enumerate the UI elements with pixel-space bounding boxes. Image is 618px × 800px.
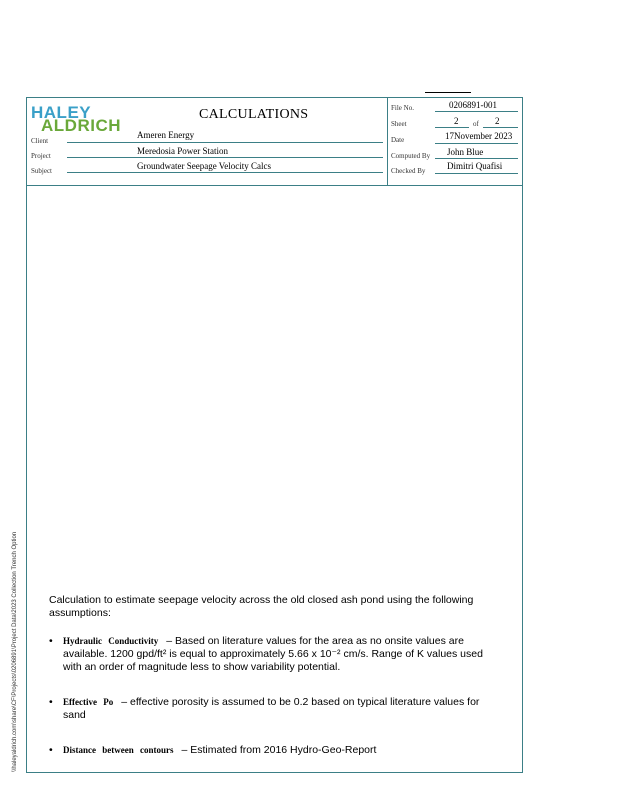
computed-by-value: John Blue [447,147,484,157]
checked-by-underline [435,173,518,174]
sheet-underline [435,127,469,128]
bullet-dot: • [49,744,53,756]
sheet-value: 2 [454,116,459,126]
assumption-text: – Estimated from 2016 Hydro-Geo-Report [181,744,377,756]
sheet-total-underline [483,127,518,128]
project-underline [67,157,383,158]
date-underline [435,143,518,144]
assumption-item [49,696,489,722]
date-label: Date [391,136,405,144]
bullet-dot: • [49,635,53,647]
computed-by-underline [435,158,518,159]
date-value: 17November 2023 [445,131,513,141]
sheet-label: Sheet [391,120,407,128]
computed-by-label: Computed By [391,152,431,160]
checked-by-label: Checked By [391,167,426,175]
assumption-term: Effective Po [63,697,114,707]
project-value: Meredosia Power Station [137,146,228,156]
page-title: CALCULATIONS [199,107,309,122]
subject-value: Groundwater Seepage Velocity Calcs [137,161,272,171]
assumption-text: – effective porosity is assumed to be 0.2 based on typical literature values for sand [63,696,480,721]
client-underline [67,142,383,143]
file-no-label: File No. [391,104,414,112]
calculation-notes [49,594,489,771]
assumption-item [49,744,489,757]
haley-aldrich-logo [31,104,123,134]
intro-paragraph: Calculation to estimate seepage velocity across the old closed ash pond using the following assumptions: [49,594,474,619]
header-divider [387,98,388,185]
file-path-sidebar: \\haleyaldrich.com\share\CF\Projects\0206891\Project Data\2023 Collection Trench Option [12,531,18,772]
top-rule [425,92,471,93]
checked-by-value: Dimitri Quafisi [447,161,503,171]
project-label: Project [31,152,51,160]
client-value: Ameren Energy [137,130,195,140]
subject-label: Subject [31,167,52,175]
bullet-dot: • [49,696,53,708]
assumption-text: – Based on literature values for the area as no onsite values are available. 1200 gpd/ft² is equal to approximately 5.66 x 10⁻² cm/s. Range of K values used with an order of magnitude less to show variability potential. [63,635,483,673]
sheet-of-label: of [473,120,479,128]
logo-haley-text: HALEY [31,103,92,122]
client-label: Client [31,137,49,145]
sheet-total-value: 2 [495,116,500,126]
subject-underline [67,172,383,173]
file-no-value: 0206891-001 [449,100,497,110]
sheet-header [27,98,522,186]
file-no-underline [435,111,518,112]
assumption-term: Hydraulic Conductivity [63,636,159,646]
logo-aldrich-text: ALDRICH [41,116,121,135]
assumption-item [49,635,489,674]
assumption-term: Distance between contours [63,745,174,755]
